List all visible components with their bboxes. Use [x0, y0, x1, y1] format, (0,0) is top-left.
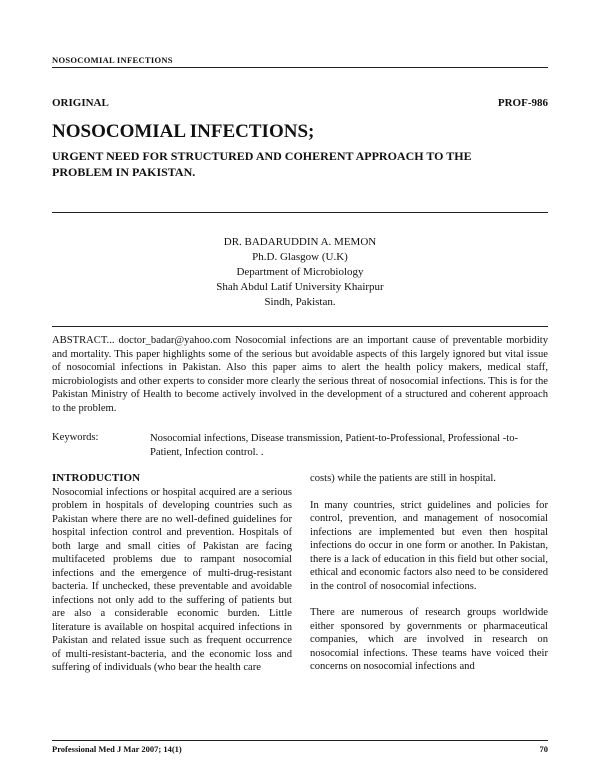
intro-paragraph-2: costs) while the patients are still in hospital.: [310, 473, 496, 484]
abstract-rule: [52, 326, 548, 327]
page-title: NOSOCOMIAL INFECTIONS;: [52, 121, 315, 142]
article-code: PROF-986: [497, 97, 548, 109]
intro-paragraph-4: There are numerous of research groups worldwide either sponsored by governments or pharmaceutical companies, which are involved in research on nosocomial infections. These teams have voiced their concerns on nosocomial infections and: [310, 607, 548, 672]
article-type: ORIGINAL: [52, 97, 109, 109]
page-number: 70: [539, 744, 548, 754]
footer-rule: [52, 740, 548, 741]
keywords-text: Nosocomial infections, Disease transmission, Patient-to-Professional, Professional -to-Patient, Infection control. .: [150, 433, 519, 458]
author-name: DR. BADARUDDIN A. MEMON: [223, 236, 377, 248]
section-heading: INTRODUCTION: [52, 472, 141, 484]
intro-paragraph-1: Nosocomial infections or hospital acquired are a serious problem in hospitals of developing countries such as Pakistan where there are no well-defined guidelines for hospital infection control and prevention. Hospitals of both large and small cities of Pakistan are facing multifaceted problems due to rampant nosocomial infections and the emergence of multi-drug-resistant bacteria. If unchecked, these preventable and avoidable infections not only add to the suffering of patients but are also a considerable economic burden. Little literature is available on hospital acquired infections in Pakistan and related issue such as frequent occurrence of multi-resistant-bacteria, and the economic loss and suffering of individuals (who bear the health care: [52, 486, 292, 673]
author-degree: Ph.D. Glasgow (U.K): [252, 251, 348, 263]
author-location: Sindh, Pakistan.: [264, 296, 336, 308]
title-rule: [52, 212, 548, 213]
author-block: [150, 235, 450, 310]
author-department: Department of Microbiology: [236, 266, 364, 278]
header-rule: [52, 67, 548, 68]
running-head: NOSOCOMIAL INFECTIONS: [52, 55, 173, 65]
page-subtitle: URGENT NEED FOR STRUCTURED AND COHERENT APPROACH TO THE PROBLEM IN PAKISTAN.: [52, 149, 472, 179]
right-column: [310, 472, 548, 687]
abstract: ABSTRACT... doctor_badar@yahoo.com Nosocomial infections are an important cause of preventable morbidity and mortality. This paper highlights some of the serious but avoidable aspects of this largely ignored but vital issue of nosocomial infections in Pakistan. Also this paper aims to alert the health policy makers, medical staff, microbiologists and other experts to consider more clearly the serious threat of nosocomial infections. This is for the Pakistan Ministry of Health to become actively involved in the development of a structured and coherent approach to the problem.: [52, 335, 548, 414]
keywords-label: Keywords:: [52, 432, 99, 443]
intro-paragraph-3: In many countries, strict guidelines and policies for control, prevention, and management of nosocomial infections are implemented but even then hospital infections do occur in one form or another. In Pakistan, there is a lack of education in this field but other social, ethical and economic factors also need to be considered in the control of nosocomial infections.: [310, 499, 548, 592]
author-university: Shah Abdul Latif University Khairpur: [216, 281, 384, 293]
left-column: [52, 472, 292, 675]
footer-citation: Professional Med J Mar 2007; 14(1): [52, 744, 182, 754]
